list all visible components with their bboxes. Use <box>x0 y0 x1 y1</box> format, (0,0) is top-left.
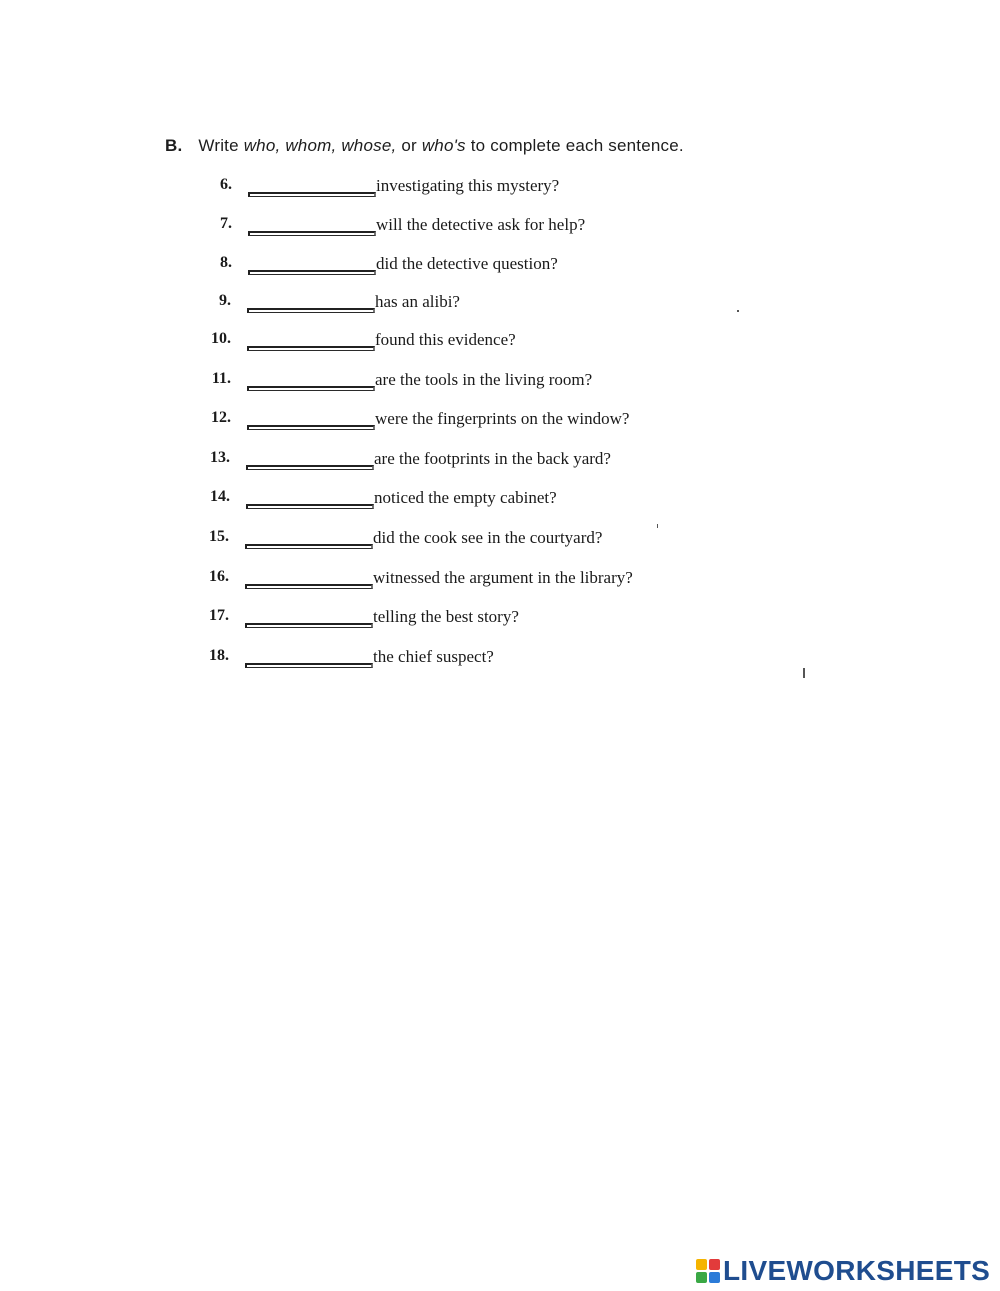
question-number: 9. <box>219 292 231 309</box>
liveworksheets-logo <box>696 1256 990 1286</box>
instruction-last-word: who's <box>421 136 466 155</box>
question-number: 10. <box>211 330 231 347</box>
question-number: 17. <box>209 607 229 624</box>
question-number: 16. <box>209 568 229 585</box>
answer-blank[interactable] <box>245 544 373 549</box>
answer-blank[interactable] <box>248 231 376 236</box>
liveworksheets-logo-icon <box>696 1259 720 1283</box>
question-text: has an alibi? <box>375 292 460 311</box>
question-text: investigating this mystery? <box>376 176 560 195</box>
logo-square <box>709 1272 720 1283</box>
answer-blank[interactable] <box>247 425 375 430</box>
answer-blank[interactable] <box>248 192 376 197</box>
scan-speck <box>737 310 739 312</box>
question-text: are the tools in the living room? <box>375 370 593 389</box>
question-number: 13. <box>210 449 230 466</box>
question-text: will the detective ask for help? <box>376 215 586 234</box>
question-text: found this evidence? <box>375 330 516 349</box>
question-number: 18. <box>209 647 229 664</box>
scan-speck <box>657 524 658 528</box>
question-text: did the detective question? <box>376 254 558 273</box>
logo-square <box>696 1259 707 1270</box>
logo-square <box>709 1259 720 1270</box>
logo-square <box>696 1272 707 1283</box>
question-text: witnessed the argument in the library? <box>373 568 633 587</box>
question-text: were the fingerprints on the window? <box>375 409 630 428</box>
question-number: 8. <box>220 254 232 271</box>
question-number: 15. <box>209 528 229 545</box>
question-number: 14. <box>210 488 230 505</box>
answer-blank[interactable] <box>247 346 375 351</box>
answer-blank[interactable] <box>245 584 373 589</box>
question-text: telling the best story? <box>373 607 519 626</box>
answer-blank[interactable] <box>245 623 373 628</box>
answer-blank[interactable] <box>246 504 374 509</box>
answer-blank[interactable] <box>248 270 376 275</box>
question-text: the chief suspect? <box>373 647 494 666</box>
section-letter: B. <box>165 136 183 155</box>
instruction-tail: to complete each sentence. <box>470 136 684 155</box>
question-number: 12. <box>211 409 231 426</box>
question-number: 11. <box>211 370 231 387</box>
question-text: noticed the empty cabinet? <box>374 488 557 507</box>
question-number: 7. <box>220 215 232 232</box>
liveworksheets-brand: LIVEWORKSHEETS <box>723 1255 991 1286</box>
question-text: are the footprints in the back yard? <box>374 449 611 468</box>
instruction-lead: Write <box>198 136 239 155</box>
instruction-line <box>165 136 684 156</box>
answer-blank[interactable] <box>245 663 373 668</box>
instruction-conjunction: or <box>401 136 417 155</box>
scan-speck <box>803 668 805 678</box>
instruction-word-list: who, whom, whose, <box>243 136 397 155</box>
question-text: did the cook see in the courtyard? <box>373 528 603 547</box>
answer-blank[interactable] <box>246 465 374 470</box>
answer-blank[interactable] <box>247 308 375 313</box>
question-number: 6. <box>220 176 232 193</box>
answer-blank[interactable] <box>247 386 375 391</box>
